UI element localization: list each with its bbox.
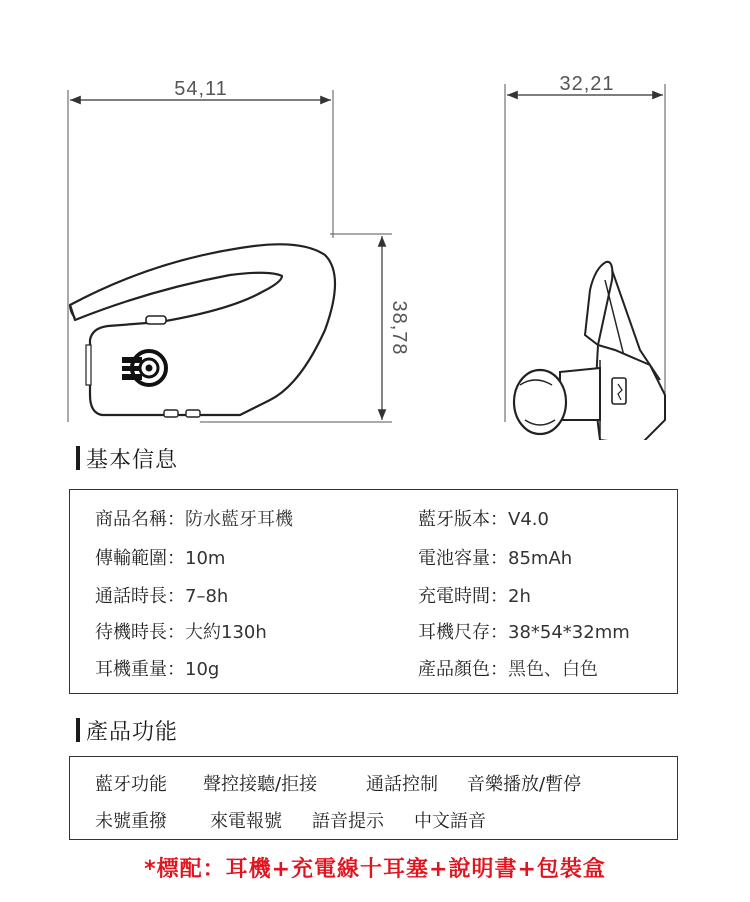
title-bar — [76, 718, 80, 742]
spec-item: 藍牙版本：V4.0 — [418, 509, 549, 530]
basic-info-heading: 基本信息 — [86, 447, 179, 473]
spec-item: 耳機重量：10g — [95, 659, 220, 680]
spec-item: 待機時長：大約130h — [95, 622, 267, 643]
feature-item: 聲控接聽/拒接 — [203, 774, 318, 795]
feature-item: 藍牙功能 — [95, 774, 167, 795]
feature-item: 未號重撥 — [95, 811, 167, 832]
spec-item: 充電時間：2h — [418, 586, 531, 607]
section-basic-info-title — [76, 445, 178, 471]
feature-item: 通話控制 — [366, 774, 438, 795]
spec-item: 傳輸範圍：10m — [95, 548, 226, 569]
title-bar — [76, 446, 80, 470]
depth-value: 32,21 — [559, 73, 615, 95]
spec-item: 通話時長：7–8h — [95, 586, 229, 607]
height-value: 38,78 — [388, 300, 410, 356]
feature-item: 中文語音 — [414, 811, 486, 832]
product-drawing — [0, 0, 750, 440]
spec-item: 耳機尺存：38*54*32mm — [418, 622, 630, 643]
feature-item: 語音提示 — [312, 811, 384, 832]
spec-item: 產品顏色：黑色、白色 — [418, 659, 598, 680]
feature-item: 來電報號 — [210, 811, 282, 832]
spec-item: 商品名稱：防水藍牙耳機 — [95, 509, 293, 530]
section-features-title — [76, 717, 178, 743]
features-heading: 產品功能 — [86, 719, 179, 745]
earphone-front-view — [514, 262, 665, 440]
spec-item: 電池容量：85mAh — [418, 548, 573, 569]
feature-item: 音樂播放/暫停 — [467, 774, 582, 795]
width-value: 54,11 — [174, 78, 228, 100]
earphone-side-view — [70, 244, 335, 417]
standard-package-note: *標配：耳機+充電線十耳塞+說明書+包裝盒 — [144, 857, 606, 882]
